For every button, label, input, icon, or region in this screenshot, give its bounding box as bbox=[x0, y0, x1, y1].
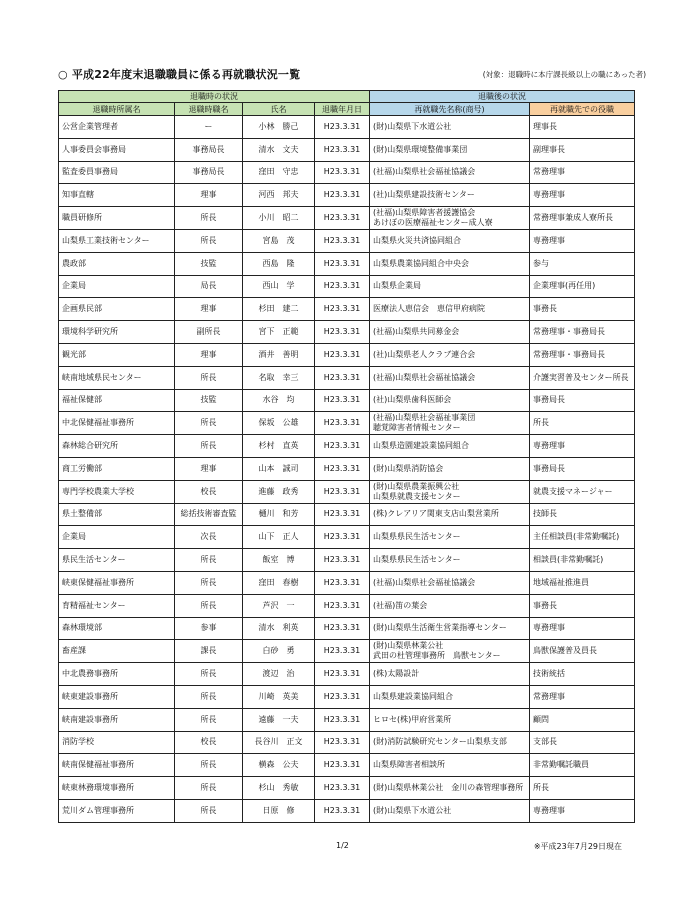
cell-new-employer: 山梨県県民生活センター bbox=[370, 549, 530, 572]
cell-position: 所長 bbox=[175, 435, 243, 458]
col-header-position: 退職時職名 bbox=[175, 103, 243, 116]
cell-name: 河西 邦夫 bbox=[243, 184, 315, 207]
cell-dept: 企業局 bbox=[59, 526, 175, 549]
page-title: ○ 平成22年度末退職職員に係る再就職状況一覧 bbox=[58, 68, 301, 81]
cell-new-position: 事務長 bbox=[530, 594, 635, 617]
cell-dept: 消防学校 bbox=[59, 731, 175, 754]
cell-dept: 峡東保健福祉事務所 bbox=[59, 571, 175, 594]
table-row bbox=[59, 799, 635, 822]
cell-new-position: 支部長 bbox=[530, 731, 635, 754]
table-body bbox=[59, 116, 635, 823]
cell-dept: 福祉保健部 bbox=[59, 389, 175, 412]
cell-new-employer: (社)山梨県歯科医師会 bbox=[370, 389, 530, 412]
cell-new-employer: (社福)山梨県社会福祉事業団 聴覚障害者情報センター bbox=[370, 412, 530, 435]
cell-date: H23.3.31 bbox=[315, 503, 370, 526]
cell-position: 所長 bbox=[175, 777, 243, 800]
table-row bbox=[59, 343, 635, 366]
cell-new-employer: (財)山梨県生活衛生営業指導センター bbox=[370, 617, 530, 640]
col-header-new-employer: 再就職先名称(商号) bbox=[370, 103, 530, 116]
cell-position: 所長 bbox=[175, 571, 243, 594]
table-row bbox=[59, 480, 635, 503]
cell-position: 所長 bbox=[175, 685, 243, 708]
cell-dept: 人事委員会事務局 bbox=[59, 138, 175, 161]
cell-position: 所長 bbox=[175, 708, 243, 731]
cell-date: H23.3.31 bbox=[315, 571, 370, 594]
cell-position: 所長 bbox=[175, 412, 243, 435]
cell-dept: 育精福祉センター bbox=[59, 594, 175, 617]
cell-dept: 森林総合研究所 bbox=[59, 435, 175, 458]
cell-name: 進藤 政秀 bbox=[243, 480, 315, 503]
cell-name: 窪田 春樹 bbox=[243, 571, 315, 594]
cell-position: 理事 bbox=[175, 184, 243, 207]
group-header-row bbox=[59, 91, 635, 103]
table-row bbox=[59, 571, 635, 594]
cell-new-employer: 山梨県建設業協同組合 bbox=[370, 685, 530, 708]
table-row bbox=[59, 184, 635, 207]
cell-name: 飯室 博 bbox=[243, 549, 315, 572]
cell-date: H23.3.31 bbox=[315, 754, 370, 777]
col-header-new-position: 再就職先での役職 bbox=[530, 103, 635, 116]
cell-position: 理事 bbox=[175, 457, 243, 480]
cell-date: H23.3.31 bbox=[315, 229, 370, 252]
cell-new-position: 事務局長 bbox=[530, 457, 635, 480]
cell-date: H23.3.31 bbox=[315, 275, 370, 298]
cell-name: 酒井 善明 bbox=[243, 343, 315, 366]
cell-dept: 企業局 bbox=[59, 275, 175, 298]
cell-name: 窪田 守忠 bbox=[243, 161, 315, 184]
table-row bbox=[59, 321, 635, 344]
cell-position: 技監 bbox=[175, 252, 243, 275]
cell-date: H23.3.31 bbox=[315, 526, 370, 549]
cell-position: 技監 bbox=[175, 389, 243, 412]
cell-dept: 環境科学研究所 bbox=[59, 321, 175, 344]
cell-new-position: 専務理事 bbox=[530, 229, 635, 252]
cell-new-position: 鳥獣保護普及員長 bbox=[530, 640, 635, 663]
table-row bbox=[59, 116, 635, 139]
cell-new-employer: (社福)笛の葉会 bbox=[370, 594, 530, 617]
table-row bbox=[59, 754, 635, 777]
cell-new-employer: (財)山梨県林業公社 武田の杜管理事務所 鳥獣センター bbox=[370, 640, 530, 663]
cell-dept: 知事直轄 bbox=[59, 184, 175, 207]
cell-new-position: 事務局長 bbox=[530, 389, 635, 412]
cell-position: 参事 bbox=[175, 617, 243, 640]
cell-new-position: 介護実習普及センター所長 bbox=[530, 366, 635, 389]
cell-new-employer: (社福)山梨県社会福祉協議会 bbox=[370, 161, 530, 184]
cell-date: H23.3.31 bbox=[315, 617, 370, 640]
group-header-before: 退職時の状況 bbox=[59, 91, 370, 103]
cell-new-employer: 医療法人恵信会 恵信甲府病院 bbox=[370, 298, 530, 321]
cell-new-employer: (社福)山梨県共同募金会 bbox=[370, 321, 530, 344]
table-row bbox=[59, 685, 635, 708]
cell-position: 事務局長 bbox=[175, 161, 243, 184]
cell-date: H23.3.31 bbox=[315, 594, 370, 617]
cell-date: H23.3.31 bbox=[315, 161, 370, 184]
cell-new-employer: (財)消防試験研究センター山梨県支部 bbox=[370, 731, 530, 754]
cell-name: 長谷川 正文 bbox=[243, 731, 315, 754]
cell-date: H23.3.31 bbox=[315, 298, 370, 321]
cell-new-employer: ヒロセ(株)甲府営業所 bbox=[370, 708, 530, 731]
cell-name: 山本 誠司 bbox=[243, 457, 315, 480]
cell-name: 水谷 均 bbox=[243, 389, 315, 412]
cell-new-employer: (財)山梨県下水道公社 bbox=[370, 799, 530, 822]
cell-dept: 中北保健福祉事務所 bbox=[59, 412, 175, 435]
cell-new-position: 専務理事 bbox=[530, 617, 635, 640]
table-row bbox=[59, 252, 635, 275]
cell-date: H23.3.31 bbox=[315, 252, 370, 275]
table-row bbox=[59, 389, 635, 412]
cell-new-employer: (社)山梨県老人クラブ連合会 bbox=[370, 343, 530, 366]
cell-name: 山下 正人 bbox=[243, 526, 315, 549]
reemployment-table bbox=[58, 90, 635, 823]
cell-position: 副所長 bbox=[175, 321, 243, 344]
cell-new-position: 参与 bbox=[530, 252, 635, 275]
cell-date: H23.3.31 bbox=[315, 799, 370, 822]
table-row bbox=[59, 229, 635, 252]
cell-date: H23.3.31 bbox=[315, 777, 370, 800]
cell-new-employer: (社)山梨県建設技術センター bbox=[370, 184, 530, 207]
cell-dept: 企画県民部 bbox=[59, 298, 175, 321]
cell-date: H23.3.31 bbox=[315, 207, 370, 230]
cell-position: 所長 bbox=[175, 229, 243, 252]
cell-dept: 峡南地域県民センター bbox=[59, 366, 175, 389]
cell-position: 課長 bbox=[175, 640, 243, 663]
cell-name: 杉田 建二 bbox=[243, 298, 315, 321]
cell-date: H23.3.31 bbox=[315, 480, 370, 503]
column-header-row bbox=[59, 103, 635, 116]
cell-dept: 中北農務事務所 bbox=[59, 663, 175, 686]
table-row bbox=[59, 777, 635, 800]
cell-new-position: 非常勤嘱託職員 bbox=[530, 754, 635, 777]
cell-new-position: 相談員(非常勤嘱託) bbox=[530, 549, 635, 572]
table-row bbox=[59, 617, 635, 640]
cell-dept: 峡東林務環境事務所 bbox=[59, 777, 175, 800]
table-row bbox=[59, 549, 635, 572]
cell-new-employer: (社福)山梨県社会福祉協議会 bbox=[370, 366, 530, 389]
cell-name: 保坂 公雄 bbox=[243, 412, 315, 435]
cell-new-position: 常務理事 bbox=[530, 685, 635, 708]
cell-position: 事務局長 bbox=[175, 138, 243, 161]
cell-dept: 峡南保健福祉事務所 bbox=[59, 754, 175, 777]
table-row bbox=[59, 503, 635, 526]
cell-name: 横森 公夫 bbox=[243, 754, 315, 777]
cell-name: 宮下 正範 bbox=[243, 321, 315, 344]
table-row bbox=[59, 298, 635, 321]
cell-dept: 商工労働部 bbox=[59, 457, 175, 480]
table-row bbox=[59, 138, 635, 161]
cell-position: 理事 bbox=[175, 298, 243, 321]
cell-new-position: 顧問 bbox=[530, 708, 635, 731]
cell-date: H23.3.31 bbox=[315, 343, 370, 366]
cell-dept: 観光部 bbox=[59, 343, 175, 366]
cell-new-employer: (財)山梨県消防協会 bbox=[370, 457, 530, 480]
cell-new-employer: (財)山梨県下水道公社 bbox=[370, 116, 530, 139]
cell-position: 次長 bbox=[175, 526, 243, 549]
cell-dept: 監査委員事務局 bbox=[59, 161, 175, 184]
cell-new-position: 専務理事 bbox=[530, 184, 635, 207]
cell-name: 川崎 英美 bbox=[243, 685, 315, 708]
cell-position: 所長 bbox=[175, 754, 243, 777]
table-row bbox=[59, 207, 635, 230]
cell-new-employer: (財)山梨県林業公社 金川の森管理事務所 bbox=[370, 777, 530, 800]
cell-position: 局長 bbox=[175, 275, 243, 298]
cell-name: 杉山 秀敏 bbox=[243, 777, 315, 800]
cell-position: 校長 bbox=[175, 731, 243, 754]
cell-new-position: 副理事長 bbox=[530, 138, 635, 161]
cell-new-position: 就農支援マネージャー bbox=[530, 480, 635, 503]
cell-position: ー bbox=[175, 116, 243, 139]
cell-new-employer: (社福)山梨県障害者援護協会 あけぼの医療福祉センター成人寮 bbox=[370, 207, 530, 230]
cell-dept: 農政部 bbox=[59, 252, 175, 275]
cell-dept: 山梨県工業技術センター bbox=[59, 229, 175, 252]
cell-name: 西島 隆 bbox=[243, 252, 315, 275]
table-row bbox=[59, 435, 635, 458]
cell-new-position: 理事長 bbox=[530, 116, 635, 139]
cell-position: 校長 bbox=[175, 480, 243, 503]
table-row bbox=[59, 640, 635, 663]
cell-name: 遠藤 一夫 bbox=[243, 708, 315, 731]
cell-position: 総括技術審査監 bbox=[175, 503, 243, 526]
cell-date: H23.3.31 bbox=[315, 731, 370, 754]
cell-dept: 畜産課 bbox=[59, 640, 175, 663]
cell-new-position: 地域福祉推進員 bbox=[530, 571, 635, 594]
cell-date: H23.3.31 bbox=[315, 184, 370, 207]
cell-date: H23.3.31 bbox=[315, 663, 370, 686]
cell-position: 理事 bbox=[175, 343, 243, 366]
cell-date: H23.3.31 bbox=[315, 640, 370, 663]
cell-dept: 専門学校農業大学校 bbox=[59, 480, 175, 503]
cell-dept: 公営企業管理者 bbox=[59, 116, 175, 139]
cell-new-position: 常務理事・事務局長 bbox=[530, 321, 635, 344]
cell-new-position: 常務理事 bbox=[530, 161, 635, 184]
cell-date: H23.3.31 bbox=[315, 457, 370, 480]
cell-name: 白砂 勇 bbox=[243, 640, 315, 663]
cell-new-employer: (株)太陽設計 bbox=[370, 663, 530, 686]
cell-new-position: 専務理事 bbox=[530, 435, 635, 458]
col-header-name: 氏名 bbox=[243, 103, 315, 116]
cell-dept: 荒川ダム管理事務所 bbox=[59, 799, 175, 822]
cell-new-employer: 山梨県障害者相談所 bbox=[370, 754, 530, 777]
title-row bbox=[58, 66, 648, 86]
table-row bbox=[59, 366, 635, 389]
col-header-dept: 退職時所属名 bbox=[59, 103, 175, 116]
cell-position: 所長 bbox=[175, 549, 243, 572]
cell-name: 渡辺 治 bbox=[243, 663, 315, 686]
table-row bbox=[59, 663, 635, 686]
col-header-date: 退職年月日 bbox=[315, 103, 370, 116]
table-row bbox=[59, 594, 635, 617]
cell-new-position: 常務理事・事務局長 bbox=[530, 343, 635, 366]
target-note: (対象：退職時に本庁課長級以上の職にあった者) bbox=[482, 70, 646, 79]
cell-name: 清水 利英 bbox=[243, 617, 315, 640]
cell-date: H23.3.31 bbox=[315, 366, 370, 389]
cell-date: H23.3.31 bbox=[315, 549, 370, 572]
table-row bbox=[59, 161, 635, 184]
table-row bbox=[59, 708, 635, 731]
cell-name: 清水 文夫 bbox=[243, 138, 315, 161]
cell-name: 宮島 茂 bbox=[243, 229, 315, 252]
cell-new-position: 常務理事兼成人寮所長 bbox=[530, 207, 635, 230]
cell-name: 杉村 直英 bbox=[243, 435, 315, 458]
cell-new-employer: 山梨県造園建設業協同組合 bbox=[370, 435, 530, 458]
cell-new-position: 専務理事 bbox=[530, 799, 635, 822]
cell-date: H23.3.31 bbox=[315, 321, 370, 344]
cell-position: 所長 bbox=[175, 594, 243, 617]
cell-date: H23.3.31 bbox=[315, 116, 370, 139]
cell-date: H23.3.31 bbox=[315, 435, 370, 458]
table-row bbox=[59, 275, 635, 298]
cell-new-employer: 山梨県県民生活センター bbox=[370, 526, 530, 549]
cell-new-employer: (財)山梨県環境整備事業団 bbox=[370, 138, 530, 161]
page-number: 1/2 bbox=[336, 841, 349, 850]
cell-position: 所長 bbox=[175, 663, 243, 686]
cell-name: 樋川 和芳 bbox=[243, 503, 315, 526]
cell-dept: 峡東建設事務所 bbox=[59, 685, 175, 708]
cell-position: 所長 bbox=[175, 207, 243, 230]
cell-new-employer: 山梨県農業協同組合中央会 bbox=[370, 252, 530, 275]
cell-new-position: 所長 bbox=[530, 777, 635, 800]
group-header-after: 退職後の状況 bbox=[370, 91, 635, 103]
cell-new-position: 技術統括 bbox=[530, 663, 635, 686]
cell-dept: 職員研修所 bbox=[59, 207, 175, 230]
cell-date: H23.3.31 bbox=[315, 685, 370, 708]
cell-new-employer: 山梨県企業局 bbox=[370, 275, 530, 298]
cell-position: 所長 bbox=[175, 366, 243, 389]
cell-dept: 峡南建設事務所 bbox=[59, 708, 175, 731]
cell-new-position: 企業理事(再任用) bbox=[530, 275, 635, 298]
cell-dept: 県土整備部 bbox=[59, 503, 175, 526]
cell-date: H23.3.31 bbox=[315, 138, 370, 161]
cell-new-employer: 山梨県火災共済協同組合 bbox=[370, 229, 530, 252]
cell-name: 日原 修 bbox=[243, 799, 315, 822]
table-row bbox=[59, 731, 635, 754]
cell-new-position: 事務長 bbox=[530, 298, 635, 321]
cell-name: 西山 学 bbox=[243, 275, 315, 298]
cell-new-position: 主任相談員(非常勤嘱託) bbox=[530, 526, 635, 549]
cell-date: H23.3.31 bbox=[315, 708, 370, 731]
cell-name: 小林 勝己 bbox=[243, 116, 315, 139]
cell-date: H23.3.31 bbox=[315, 412, 370, 435]
cell-name: 芦沢 一 bbox=[243, 594, 315, 617]
table-row bbox=[59, 526, 635, 549]
cell-position: 所長 bbox=[175, 799, 243, 822]
cell-new-employer: (社福)山梨県社会福祉協議会 bbox=[370, 571, 530, 594]
table-row bbox=[59, 412, 635, 435]
cell-new-position: 技師長 bbox=[530, 503, 635, 526]
cell-new-employer: (財)山梨県農業振興公社 山梨県就農支援センター bbox=[370, 480, 530, 503]
cell-dept: 森林環境部 bbox=[59, 617, 175, 640]
cell-new-employer: (株)クレアリア関東支店山梨営業所 bbox=[370, 503, 530, 526]
cell-name: 名取 幸三 bbox=[243, 366, 315, 389]
cell-dept: 県民生活センター bbox=[59, 549, 175, 572]
cell-name: 小川 昭二 bbox=[243, 207, 315, 230]
table-row bbox=[59, 457, 635, 480]
cell-new-position: 所長 bbox=[530, 412, 635, 435]
as-of-date: ※平成23年7月29日現在 bbox=[533, 842, 622, 851]
cell-date: H23.3.31 bbox=[315, 389, 370, 412]
